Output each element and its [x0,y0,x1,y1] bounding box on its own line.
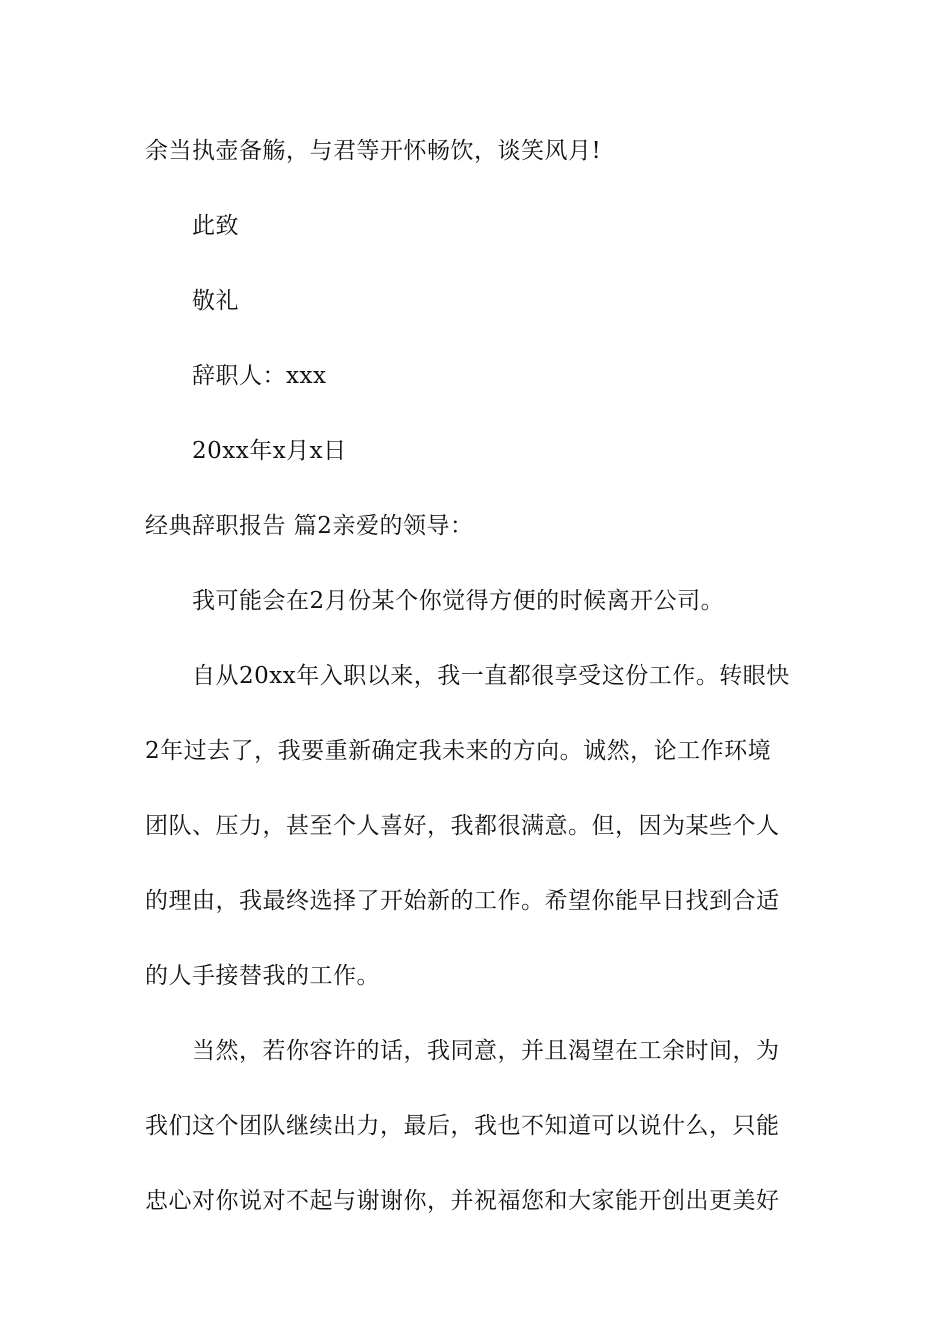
text-line-9: 2年过去了，我要重新确定我未来的方向。诚然，论工作环境 [145,738,772,764]
text-line-8: 自从20xx年入职以来，我一直都很享受这份工作。转眼快 [192,663,790,689]
text-line-2: 此致 [192,213,239,239]
text-line-1: 余当执壶备觞，与君等开怀畅饮，谈笑风月! [145,138,602,164]
text-line-3: 敬礼 [192,288,239,314]
text-line-15: 忠心对你说对不起与谢谢你，并祝福您和大家能开创出更美好 [145,1188,780,1214]
text-line-13: 当然，若你容许的话，我同意，并且渴望在工余时间，为 [192,1038,780,1064]
text-line-11: 的理由，我最终选择了开始新的工作。希望你能早日找到合适 [145,888,780,914]
text-line-12: 的人手接替我的工作。 [145,963,380,989]
text-line-4: 辞职人：xxx [192,363,327,389]
text-line-7: 我可能会在2月份某个你觉得方便的时候离开公司。 [192,588,725,614]
text-line-10: 团队、压力，甚至个人喜好，我都很满意。但，因为某些个人 [145,813,780,839]
text-line-5: 20xx年x月x日 [192,438,347,464]
section-heading: 经典辞职报告 篇2亲爱的领导： [145,513,474,539]
text-line-14: 我们这个团队继续出力，最后，我也不知道可以说什么，只能 [145,1113,780,1139]
